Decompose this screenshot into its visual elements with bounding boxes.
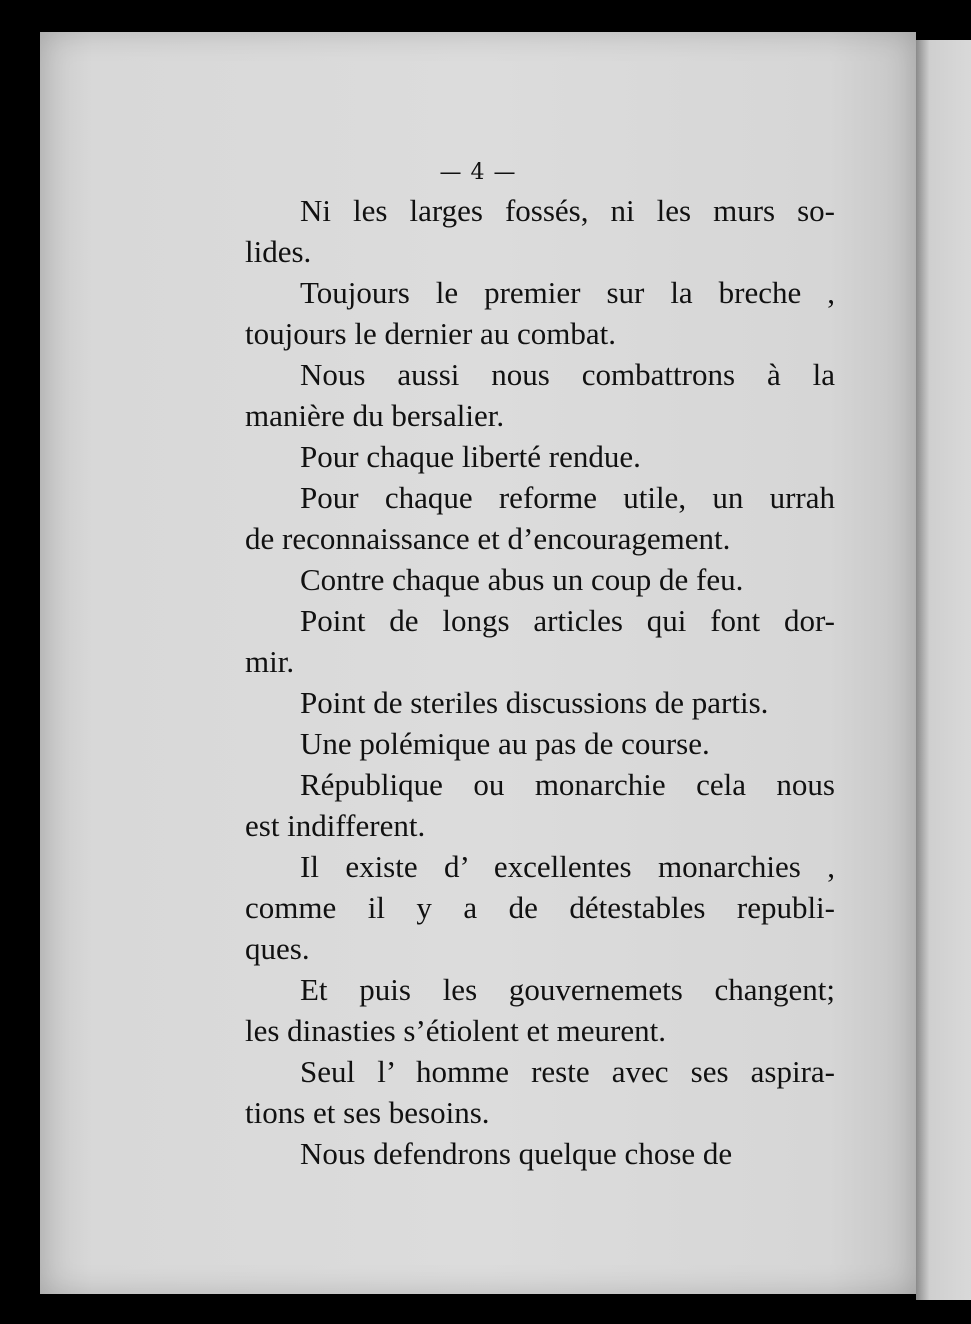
text-line: manière du bersalier. (245, 398, 505, 433)
text-line: comme il y a de détestables republi- (245, 890, 835, 925)
book-page (40, 32, 916, 1294)
text-line: mir. (245, 644, 295, 679)
text-line: ques. (245, 931, 310, 966)
text-line: Point de steriles discussions de partis. (300, 685, 769, 720)
text-line: est indifferent. (245, 808, 426, 843)
text-line: République ou monarchie cela nous (300, 767, 835, 802)
text-line: Il existe d’ excellentes monarchies , (300, 849, 835, 884)
text-line: Nous aussi nous combattrons à la (300, 357, 835, 392)
text-line: Ni les larges fossés, ni les murs so- (300, 193, 835, 228)
text-line: Une polémique au pas de course. (300, 726, 710, 761)
text-line: Et puis les gouvernemets changent; (300, 972, 835, 1007)
page-number: — 4 — (439, 160, 517, 185)
text-line: lides. (245, 234, 312, 269)
text-line: Seul l’ homme reste avec ses aspira- (300, 1054, 835, 1089)
page-text (245, 190, 835, 1174)
text-line: Nous defendrons quelque chose de (300, 1136, 733, 1171)
facing-page-edge (916, 40, 971, 1300)
text-line: Contre chaque abus un coup de feu. (300, 562, 744, 597)
text-line: Pour chaque reforme utile, un urrah (300, 480, 835, 515)
text-line: les dinasties s’étiolent et meurent. (245, 1013, 666, 1048)
text-line: de reconnaissance et d’encouragement. (245, 521, 731, 556)
text-line: Pour chaque liberté rendue. (300, 439, 641, 474)
text-line: toujours le dernier au combat. (245, 316, 617, 351)
text-line: Toujours le premier sur la breche , (300, 275, 835, 310)
text-line: Point de longs articles qui font dor- (300, 603, 835, 638)
text-line: tions et ses besoins. (245, 1095, 490, 1130)
